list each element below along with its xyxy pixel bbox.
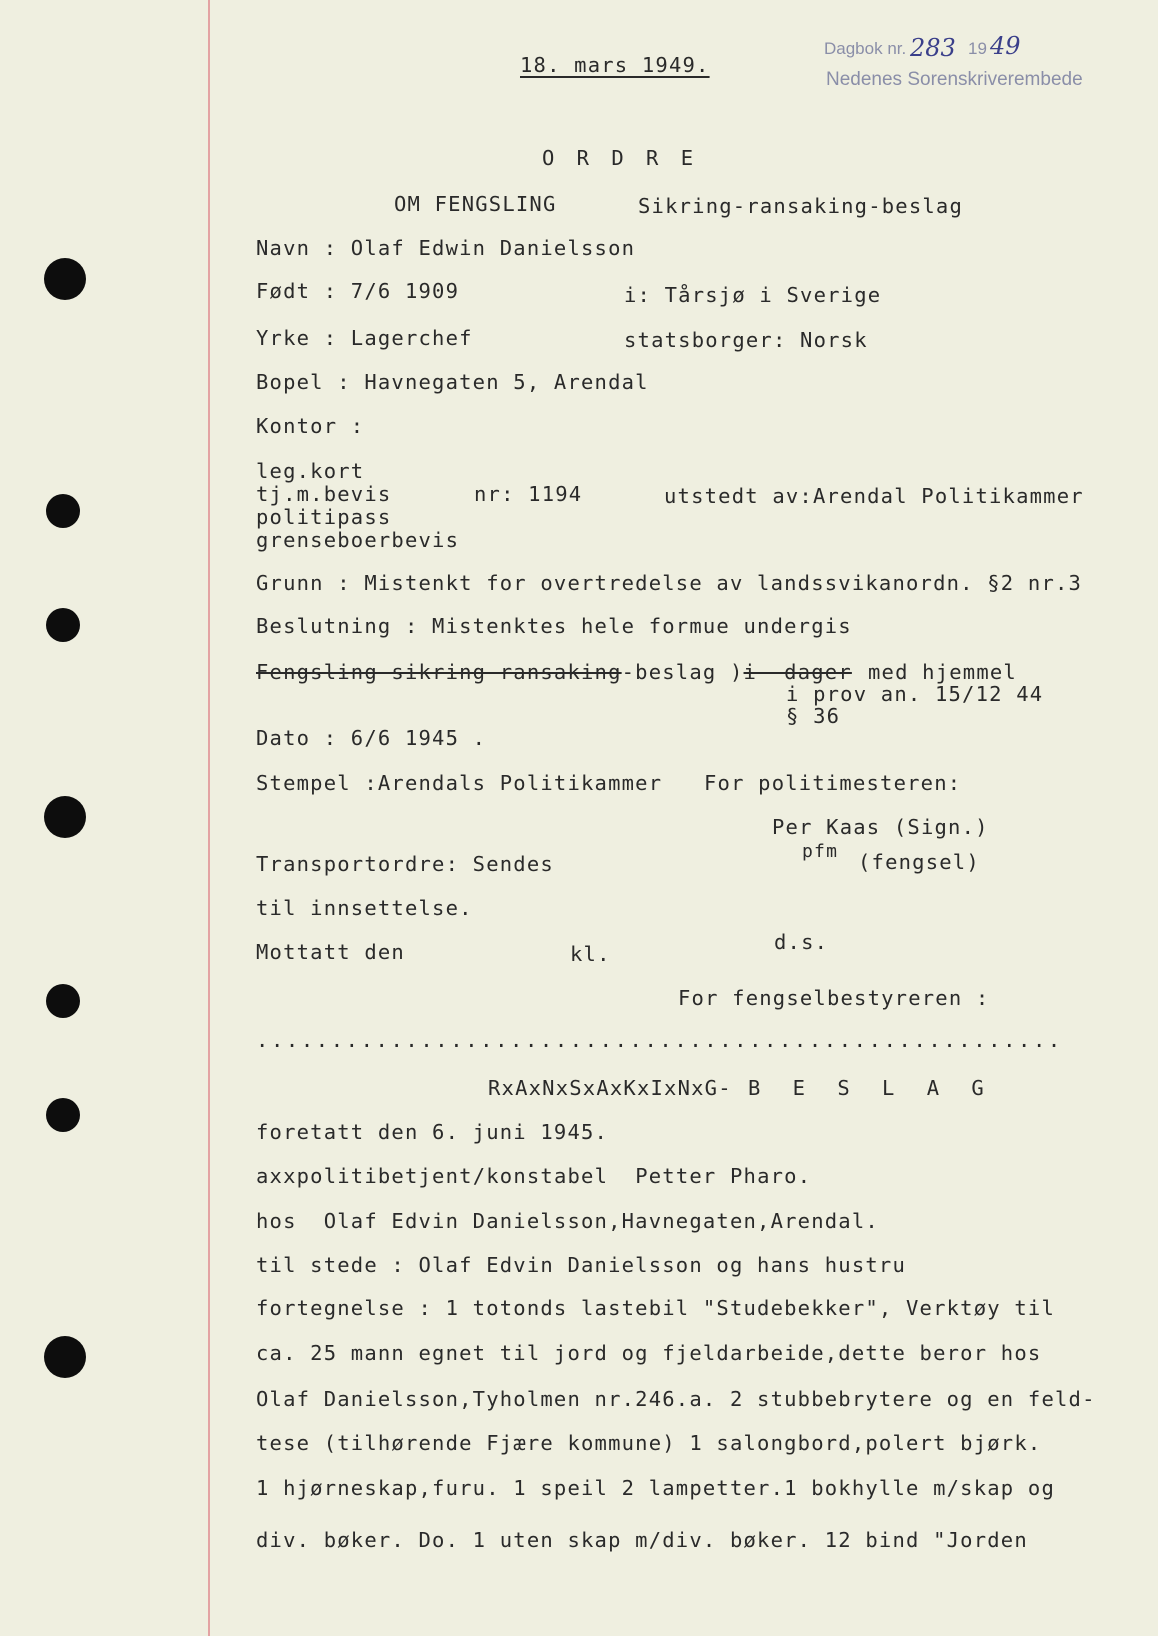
- beslag-hos: hos Olaf Edvin Danielsson,Havnegaten,Arendal.: [256, 1209, 879, 1233]
- signature: Per Kaas (Sign.): [772, 815, 989, 839]
- journal-year-hand: 49: [990, 32, 1021, 60]
- order-subtitle-right: Sikring-ransaking-beslag: [638, 194, 964, 218]
- beslag-line: fortegnelse : 1 totonds lastebil "Studebekker", Verktøy til: [256, 1296, 1055, 1320]
- field-grunn: Grunn : Mistenkt for overtredelse av landssvikanordn. §2 nr.3: [256, 571, 1083, 595]
- order-title: O R D R E: [542, 146, 699, 170]
- innsettelse: til innsettelse.: [256, 896, 473, 920]
- punch-hole: [44, 1336, 86, 1378]
- fengsel: (fengsel): [858, 850, 980, 874]
- punch-hole: [44, 796, 86, 838]
- margin-line: [208, 0, 210, 1636]
- kl: kl.: [570, 942, 611, 966]
- order-subtitle-left: OM FENGSLING: [394, 192, 557, 216]
- mottatt-den: Mottatt den: [256, 940, 405, 964]
- for-fengselbestyreren: For fengselbestyreren :: [678, 986, 990, 1010]
- beslag-suffix: -beslag ): [621, 660, 744, 684]
- beslag-line: ca. 25 mann egnet til jord og fjeldarbeide,dette beror hos: [256, 1341, 1042, 1365]
- journal-year-printed: 19: [968, 39, 987, 58]
- punch-hole: [46, 608, 80, 642]
- field-fodested: i: Tårsjø i Sverige: [624, 283, 882, 307]
- beslag-line: div. bøker. Do. 1 uten skap m/div. bøker. 12 bind "Jorden: [256, 1528, 1028, 1552]
- struck-measures: Fengsling-sikring-ransaking: [256, 660, 622, 684]
- id-number: nr: 1194: [474, 482, 583, 506]
- beslag-title-struck: RxAxNxSxAxKxIxNxG-: [488, 1076, 732, 1100]
- beslag-line: tese (tilhørende Fjære kommune) 1 salongbord,polert bjørk.: [256, 1431, 1042, 1455]
- id-item: politipass: [256, 505, 392, 529]
- punch-hole: [46, 984, 80, 1018]
- field-fodt: Født : 7/6 1909: [256, 279, 460, 303]
- beslag-line: 1 hjørneskap,furu. 1 speil 2 lampetter.1 bokhylle m/skap og: [256, 1476, 1055, 1500]
- pfm: pfm: [802, 841, 839, 862]
- separator-line: ......................................................: [256, 1028, 1063, 1052]
- punch-hole: [46, 494, 80, 528]
- header-date: 18. mars 1949.: [520, 53, 710, 77]
- field-yrke: Yrke : Lagerchef: [256, 326, 473, 350]
- field-navn: Navn : Olaf Edwin Danielsson: [256, 236, 636, 260]
- hjemmel-line-2: i prov an. 15/12 44: [786, 682, 1044, 706]
- id-item: tj.m.bevis: [256, 482, 392, 506]
- hjemmel-line-3: § 36: [786, 704, 841, 728]
- beslag-av-rest: /konstabel Petter Pharo.: [472, 1164, 812, 1188]
- measure-line: [256, 662, 852, 683]
- hjemmel-line-1: med hjemmel: [868, 660, 1017, 684]
- id-issuer: utstedt av:Arendal Politikammer: [664, 484, 1084, 508]
- beslag-foretatt: foretatt den 6. juni 1945.: [256, 1120, 609, 1144]
- beslag-line: Olaf Danielsson,Tyholmen nr.246.a. 2 stubbebrytere og en feld-: [256, 1387, 1096, 1411]
- court-stamp: Nedenes Sorenskriverembede: [826, 69, 1083, 90]
- journal-stamp-label: Dagbok nr.: [824, 39, 907, 58]
- struck-days: i dager: [743, 660, 852, 684]
- beslag-av-struck: axxpolitibetjent: [256, 1164, 473, 1188]
- field-stempel: Stempel :Arendals Politikammer: [256, 771, 663, 795]
- beslag-title: B E S L A G: [748, 1076, 994, 1100]
- beslag-til-stede: til stede : Olaf Edvin Danielsson og hans hustru: [256, 1253, 907, 1277]
- field-beslutning: Beslutning : Mistenktes hele formue undergis: [256, 614, 852, 638]
- id-item: grenseboerbevis: [256, 528, 460, 552]
- beslag-av: [256, 1166, 811, 1187]
- id-item: leg.kort: [256, 459, 365, 483]
- for-politimesteren: For politimesteren:: [704, 771, 962, 795]
- punch-hole: [46, 1098, 80, 1132]
- field-dato: Dato : 6/6 1945 .: [256, 726, 487, 750]
- field-statsborger: statsborger: Norsk: [624, 328, 868, 352]
- field-kontor: Kontor :: [256, 414, 365, 438]
- field-bopel: Bopel : Havnegaten 5, Arendal: [256, 370, 649, 394]
- ds: d.s.: [774, 930, 829, 954]
- journal-number: 283: [910, 34, 956, 62]
- transportordre: Transportordre: Sendes: [256, 852, 554, 876]
- punch-hole: [44, 258, 86, 300]
